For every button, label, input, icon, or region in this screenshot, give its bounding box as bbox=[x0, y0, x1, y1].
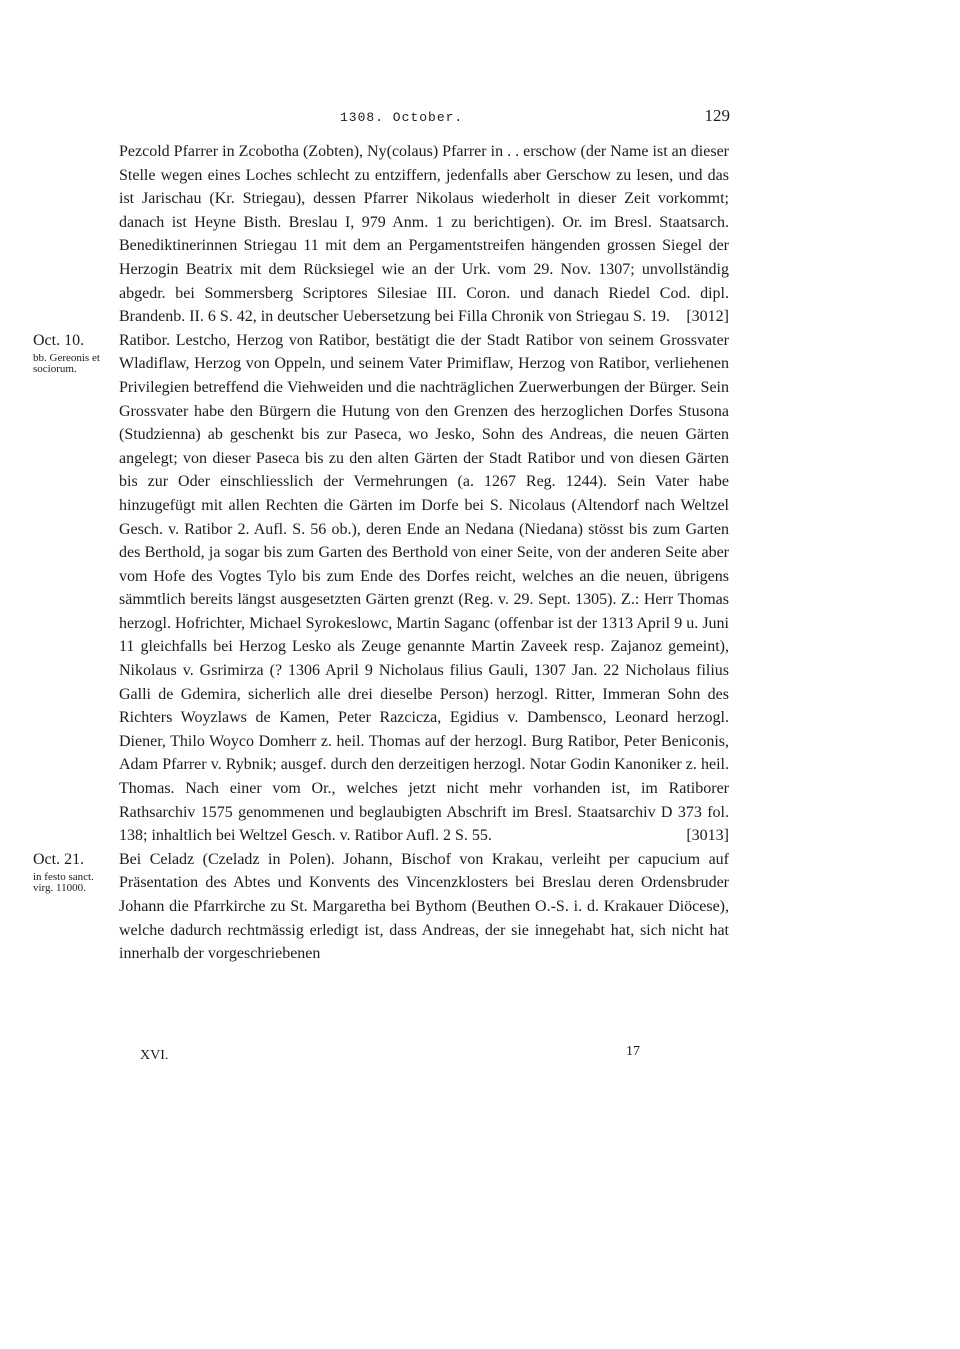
entry-3013 bbox=[33, 329, 729, 848]
page-number: 129 bbox=[704, 106, 730, 125]
margin-note bbox=[33, 850, 115, 894]
reference-number: [3013] bbox=[686, 827, 729, 845]
entry-text: Ratibor. Lestcho, Herzog von Ratibor, bestätigt die der Stadt Ratibor von seinem Grossvater Wladiflaw, Herzog von Oppeln, und seinem Vater Primiflaw, Herzog von Ratibor, verliehenen Privilegien betreffend die Viehweiden und die nachträglichen Zuerwerbungen der Bürger. Sein Grossvater habe den Bürgern die Hutung von den Grenzen des herzoglichen Dorfes Stusona (Studzienna) ab geschenkt bis zur Paseca, wo Jesko, Sohn des Andreas, die neuen Gärten angelegt; von dieser Paseca bis zu den alten Gärten der Stadt Ratibor und von diesen Gärten bis zur Oder einschliesslich der Vermehrungen (a. 1267 Reg. 1244). Sein Vater habe hinzugefügt mit allen Rechten die Gärten im Dorfe bei S. Nicolaus (Altendorf nach Weltzel Gesch. v. Ratibor 2. Aufl. S. 56 ob.), deren Ende an Nedana (Niedana) stösst bis zum Garten des Berthold, ja sogar bis zum Garten des Berthold von einer Seite, von der anderen Seite aber vom Hofe des Vogtes Tylo bis zum Ende des Dorfes reicht, welches an die neuen, übrigens sämmtlich bereits längst ausgesetzten Gärten grenzt (Reg. v. 29. Sept. 1305). Z.: Herr Thomas herzogl. Hofrichter, Michael Syrokeslowc, Martin Saganc (offenbar ist der 1313 April 9 u. Juni 11 gleichfalls bei Herzog Lesko als Zeuge genannte Martin Zaveek resp. Zajanoz gemeint), Nikolaus v. Gsrimirza (? 1306 April 9 Nicholaus filius Gauli, 1307 Jan. 22 Nicholaus filius Galli de Gdemira, sicherlich alle drei dieselbe Person) herzogl. Ritter, Immeran Sohn des Richters Woyzlaws de Kamen, Peter Razcicza, Egidius v. Dambensco, Leonard herzogl. Diener, Thilo Woyco Domherr z. heil. Thomas auf der herzogl. Burg Ratibor, Peter Beniconis, Adam Pfarrer v. Rybnik; ausgef. durch den derzeitigen herzogl. Notar Godin Kanoniker z. heil. Thomas. Nach einer vom Or., welches jetzt nicht mehr vorhanden ist, im Ratiborer Rathsarchiv 1575 genommenen und beglaubigten Abschrift im Bresl. Staatsarchiv D 373 fol. 138; inhaltlich bei Weltzel Gesch. v. Ratibor Aufl. 2 S. 55. bbox=[119, 331, 729, 845]
entry-paragraph bbox=[119, 329, 729, 848]
continuation-text: Pezcold Pfarrer in Zcobotha (Zobten), Ny(colaus) Pfarrer in . . erschow (der Name ist an dieser Stelle wegen eines Loches schlecht zu entziffern, jedenfalls aber Gerschow zu lesen, und das ist Jarischau (Kr. Striegau), dessen Pfarrer Nikolaus wiederholt in dieser Zeit vorkommt; danach ist Heyne Bisth. Breslau I, 979 Anm. 1 zu berichtigen). Or. im Bresl. Staatsarch. Benediktinerinnen Striegau 11 mit dem an Pergamentstreifen hängenden grossen Siegel der Herzogin Beatrix mit dem Rücksiegel wie an der Urk. vom 29. Nov. 1307; unvollständig abgedr. bei Sommersberg Scriptores Silesiae III. Coron. und danach Riedel Cod. dipl. Brandenb. II. 6 S. 42, in deutscher Uebersetzung bei Filla Chronik von Striegau S. 19. bbox=[119, 143, 729, 326]
entry-text: Bei Celadz (Czeladz in Polen). Johann, Bischof von Krakau, verleiht per capucium auf Präsentation des Abtes und Konvents des Vincenzklosters bei Breslau deren Ordensbruder Johann die Pfarrkirche zu St. Margaretha bei Bythom (Beuthen O.-S. i. d. Krakauer Diöcese), welche dadurch rechtmässig erledigt ist, dass Andreas, der sie innegehabt hat, sich nicht hat innerhalb der vorgeschriebenen bbox=[119, 850, 729, 963]
entry-date: Oct. 21. bbox=[33, 850, 85, 868]
entry-feast: bb. Gereonis et sociorum. bbox=[33, 351, 100, 375]
running-head-title: 1308. October. bbox=[340, 110, 464, 125]
running-head bbox=[0, 106, 960, 130]
reference-number: [3012] bbox=[686, 308, 729, 326]
entry-3014 bbox=[33, 848, 729, 966]
margin-note bbox=[33, 331, 115, 375]
folio-number: 17 bbox=[626, 1044, 640, 1059]
entry-date: Oct. 10. bbox=[33, 331, 85, 349]
continuation-paragraph bbox=[119, 140, 729, 329]
entry-feast: in festo sanct. virg. 11000. bbox=[33, 870, 94, 894]
signature-mark: XVI. bbox=[140, 1048, 169, 1063]
entry-paragraph bbox=[119, 848, 729, 966]
body-text bbox=[33, 140, 729, 966]
entry-continuation bbox=[119, 140, 729, 329]
